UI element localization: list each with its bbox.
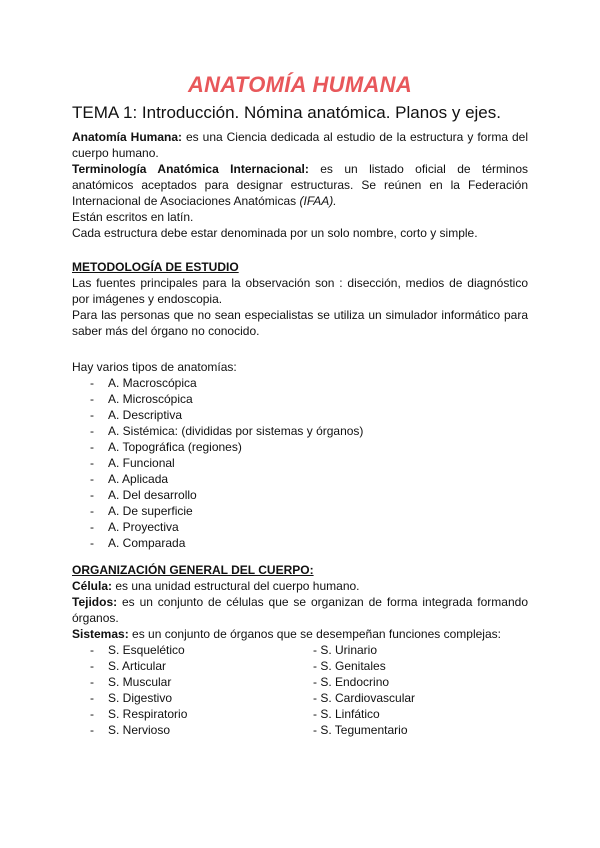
intro-line-naming: Cada estructura debe estar denominada por un solo nombre, corto y simple. bbox=[72, 226, 478, 240]
system-right-label: - S. Endocrino bbox=[313, 675, 390, 689]
intro-line-latin: Están escritos en latín. bbox=[72, 210, 194, 224]
system-right-label: - S. Linfático bbox=[313, 707, 380, 721]
definition-terminology: Terminología Anatómica Internacional: es un listado oficial de términos anatómicos aceptados para designar estructuras. Se reúnen en la Federación Internacional de Asociaciones Anatómicas (IFAA). bbox=[72, 162, 528, 208]
anatomy-type-item bbox=[72, 391, 528, 407]
anatomy-type-item bbox=[72, 423, 528, 439]
anatomy-type-label: A. Proyectiva bbox=[108, 520, 179, 534]
system-right-label: - S. Tegumentario bbox=[313, 723, 408, 737]
dash-bullet: - bbox=[90, 643, 94, 657]
methodology-heading: METODOLOGÍA DE ESTUDIO bbox=[72, 260, 239, 274]
dash-bullet: - bbox=[90, 456, 94, 470]
anatomy-types-intro: Hay varios tipos de anatomías: bbox=[72, 360, 237, 374]
dash-bullet: - bbox=[90, 440, 94, 454]
methodology-section bbox=[72, 259, 528, 551]
anatomy-type-item bbox=[72, 471, 528, 487]
dash-bullet: - bbox=[90, 659, 94, 673]
system-left-label: S. Nervioso bbox=[108, 723, 171, 737]
definition-anatomy: Anatomía Humana: es una Ciencia dedicada al estudio de la estructura y forma del cuerpo humano. bbox=[72, 130, 528, 160]
anatomy-type-label: A. Aplicada bbox=[108, 472, 169, 486]
anatomy-type-label: A. Del desarrollo bbox=[108, 488, 197, 502]
dash-bullet: - bbox=[90, 408, 94, 422]
definition-cell: Célula: es una unidad estructural del cuerpo humano. bbox=[72, 579, 360, 593]
anatomy-type-item bbox=[72, 407, 528, 423]
dash-bullet: - bbox=[90, 424, 94, 438]
system-row bbox=[72, 706, 528, 722]
dash-bullet: - bbox=[90, 691, 94, 705]
intro-section bbox=[72, 129, 528, 241]
system-row bbox=[72, 658, 528, 674]
dash-bullet: - bbox=[90, 536, 94, 550]
system-right-label: - S. Genitales bbox=[313, 659, 386, 673]
anatomy-type-item bbox=[72, 455, 528, 471]
anatomy-type-label: A. De superficie bbox=[108, 504, 193, 518]
dash-bullet: - bbox=[90, 504, 94, 518]
system-left-label: S. Respiratorio bbox=[108, 707, 188, 721]
anatomy-type-label: A. Microscópica bbox=[108, 392, 193, 406]
system-left-label: S. Articular bbox=[108, 659, 167, 673]
anatomy-type-label: A. Comparada bbox=[108, 536, 186, 550]
anatomy-type-item bbox=[72, 487, 528, 503]
document-title: ANATOMÍA HUMANA bbox=[187, 72, 413, 97]
anatomy-type-label: A. Funcional bbox=[108, 456, 175, 470]
dash-bullet: - bbox=[90, 488, 94, 502]
dash-bullet: - bbox=[90, 376, 94, 390]
system-row bbox=[72, 722, 528, 738]
methodology-paragraph-2: Para las personas que no sean especialistas se utiliza un simulador informático para saber más del órgano no conocido. bbox=[72, 308, 528, 338]
anatomy-type-item bbox=[72, 439, 528, 455]
dash-bullet: - bbox=[90, 707, 94, 721]
system-row bbox=[72, 642, 528, 658]
anatomy-type-label: A. Topográfica (regiones) bbox=[108, 440, 242, 454]
systems-list bbox=[72, 642, 528, 738]
system-right-label: - S. Cardiovascular bbox=[313, 691, 416, 705]
system-row bbox=[72, 690, 528, 706]
system-left-label: S. Esquelético bbox=[108, 643, 185, 657]
system-right-label: - S. Urinario bbox=[313, 643, 378, 657]
system-left-label: S. Digestivo bbox=[108, 691, 173, 705]
dash-bullet: - bbox=[90, 675, 94, 689]
organization-heading: ORGANIZACIÓN GENERAL DEL CUERPO: bbox=[72, 563, 314, 577]
dash-bullet: - bbox=[90, 392, 94, 406]
anatomy-type-label: A. Sistémica: (divididas por sistemas y órganos) bbox=[108, 424, 364, 438]
anatomy-type-item bbox=[72, 375, 528, 391]
system-left-label: S. Muscular bbox=[108, 675, 172, 689]
dash-bullet: - bbox=[90, 520, 94, 534]
anatomy-type-item bbox=[72, 535, 528, 551]
anatomy-type-item bbox=[72, 519, 528, 535]
definition-tissue: Tejidos: es un conjunto de células que se organizan de forma integrada formando órganos. bbox=[72, 595, 528, 625]
dash-bullet: - bbox=[90, 723, 94, 737]
anatomy-type-item bbox=[72, 503, 528, 519]
anatomy-type-label: A. Macroscópica bbox=[108, 376, 197, 390]
dash-bullet: - bbox=[90, 472, 94, 486]
system-row bbox=[72, 674, 528, 690]
definition-systems: Sistemas: es un conjunto de órganos que se desempeñan funciones complejas: bbox=[72, 627, 501, 641]
organization-section bbox=[72, 562, 528, 738]
anatomy-types-list bbox=[72, 375, 528, 551]
methodology-paragraph-1: Las fuentes principales para la observación son : disección, medios de diagnóstico por imágenes y endoscopia. bbox=[72, 276, 528, 306]
document-subtitle: TEMA 1: Introducción. Nómina anatómica. Planos y ejes. bbox=[72, 103, 501, 122]
anatomy-type-label: A. Descriptiva bbox=[108, 408, 183, 422]
